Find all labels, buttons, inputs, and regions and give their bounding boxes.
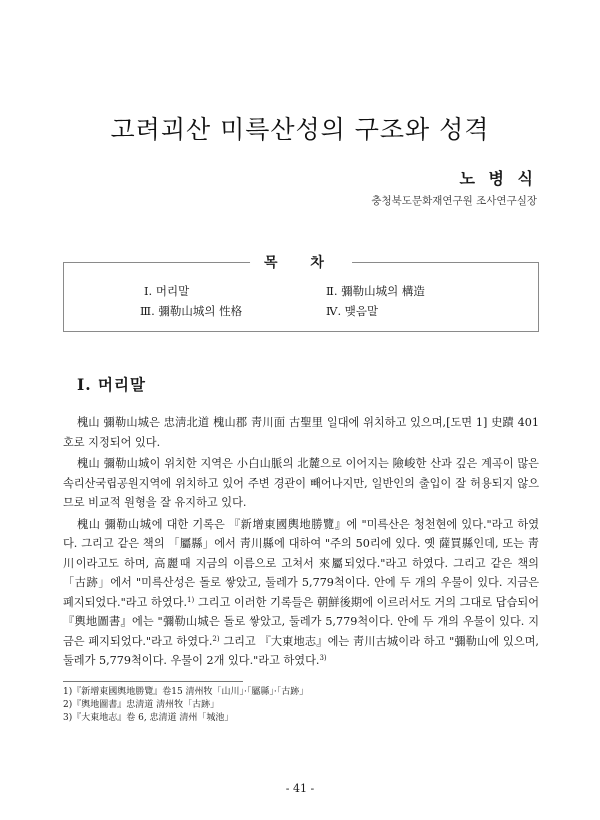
paragraph-1: 槐山 彌勒山城은 忠淸北道 槐山郡 靑川面 古聖里 일대에 위치하고 있으며,[도면 1] 史蹟 401호로 지정되어 있다. bbox=[63, 416, 539, 449]
page-number: - 41 - bbox=[285, 782, 315, 795]
paragraph-2: 槐山 彌勒山城이 위치한 지역은 小白山脈의 北麓으로 이어지는 險峻한 산과 깊은 계곡이 많은 속리산국립공원지역에 위치하고 있어 주변 경관이 빼어나지만, 일반인의 출입이 잘 허용되지 않으므로 비교적 원형을 잘 유지하고 있다. bbox=[63, 457, 539, 509]
author-affiliation: 충청북도문화재연구원 조사연구실장 bbox=[371, 195, 537, 207]
footnote-divider bbox=[63, 681, 243, 682]
footnotes bbox=[63, 686, 308, 725]
footnote-ref-1: 1) bbox=[187, 595, 195, 604]
body-text bbox=[63, 413, 539, 673]
paragraph-3-part-3: 그리고 『大東地志』에는 靑川古城이라 하고 "彌勒山에 있으며, 둘레가 5,779척이다. 우물이 2개 있다."라고 하였다. bbox=[63, 634, 539, 667]
toc-item-2: Ⅱ. 彌勒山城의 構造 bbox=[326, 284, 425, 298]
footnote-2: 2)『輿地圖書』忠淸道 淸州牧「古跡」 bbox=[63, 700, 220, 710]
paragraph-3-part-1: 槐山 彌勒山城에 대한 기록은 『新增東國輿地勝覽』에 "미륵산은 청천현에 있다."라고 하였다. 그리고 같은 책의 「屬縣」에서 靑川縣에 대하여 "주의 50리에 있다. 옛 薩買縣인데, 또는 靑川이라고도 하며, 高麗때 지금의 이름으로 고쳐서 來屬되었다."라고 하였다. 그리고 같은 책의 「古跡」에서 "미륵산성은 돌로 쌓았고, 둘레가 5,779척이다. 안에 두 개의 우물이 있다. 지금은 폐지되었다."라고 하였다. bbox=[63, 517, 539, 609]
toc-item-1: Ⅰ. 머리말 bbox=[144, 284, 190, 298]
toc-item-4: Ⅳ. 맺음말 bbox=[326, 304, 379, 318]
footnote-ref-2: 2) bbox=[212, 634, 220, 643]
footnote-1: 1)『新增東國輿地勝覽』卷15 淸州牧「山川」·「屬縣」·「古跡」 bbox=[63, 687, 309, 697]
section-heading: Ⅰ. 머리말 bbox=[77, 375, 146, 394]
toc-heading: 목 차 bbox=[250, 252, 352, 272]
paragraph-3-part-2: 그리고 이러한 기록들은 朝鮮後期에 이르러서도 거의 그대로 답습되어 『輿地圖書』에는 "彌勒山城은 돌로 쌓았고, 둘레가 5,779척이다. 안에 두 개의 우물이 있다. 지금은 폐지되었다."라고 하였다. bbox=[63, 595, 539, 648]
toc-item-3: Ⅲ. 彌勒山城의 性格 bbox=[140, 304, 243, 318]
author-name: 노 병 식 bbox=[459, 169, 537, 188]
paper-title: 고려괴산 미륵산성의 구조와 성격 bbox=[110, 115, 490, 144]
paragraph-3 bbox=[63, 515, 539, 671]
table-of-contents bbox=[63, 255, 539, 332]
footnote-3: 3)『大東地志』卷 6, 忠淸道 淸州「城池」 bbox=[63, 713, 234, 723]
footnote-ref-3: 3) bbox=[319, 654, 327, 662]
